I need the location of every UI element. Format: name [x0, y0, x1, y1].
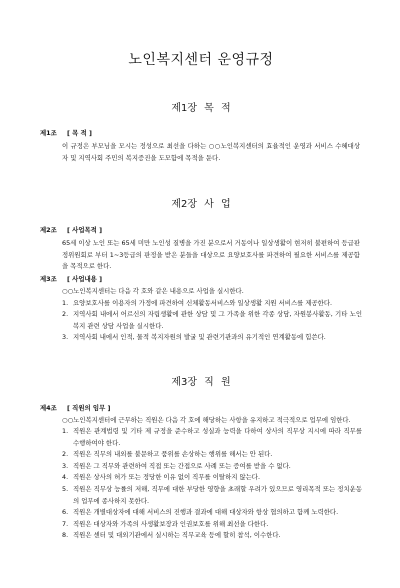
item-text: 직원은 직무의 내외를 불문하고 품위를 손상하는 행위를 해서는 안 된다. — [73, 450, 273, 459]
list-item — [62, 530, 362, 542]
article-3 — [40, 275, 362, 344]
item-number: 8. — [62, 531, 69, 540]
item-text: 직원은 그 직무와 관련하여 직접 또는 간접으로 사례 또는 증여를 받을 수 없다. — [73, 461, 291, 470]
list-item — [62, 426, 362, 449]
item-number: 3. — [62, 461, 69, 470]
article-2 — [40, 226, 362, 273]
item-text: 직원은 개별대상자에 대해 서비스의 진행과 결과에 대해 대상자와 항상 협의하고 함께 노력한다. — [73, 508, 339, 517]
list-item — [62, 309, 362, 332]
chapter-heading: 제2장 사 업 — [171, 199, 231, 211]
list-item — [62, 484, 362, 507]
list-item — [62, 472, 362, 484]
item-number: 1. — [62, 298, 69, 307]
article-title — [40, 226, 362, 235]
article-label: 제4조 — [40, 403, 57, 412]
chapter-heading: 제1장 목 적 — [171, 103, 231, 114]
article-item-list — [40, 298, 362, 344]
item-number: 7. — [62, 519, 69, 528]
item-text: 직원은 관계법령 및 기타 제 규정을 준수하고 성실과 능력을 다하여 상사의 직무상 지시에 따라 직무를 수행하여야 한다. — [73, 426, 362, 447]
item-text: 직원은 대상자와 가족의 사생활보장과 인권보호를 위해 최선을 다한다. — [73, 519, 269, 528]
article-name: [ 사업내용 ] — [67, 274, 102, 283]
item-text: 지역사회 내에서 어르신의 자립생활에 관한 상담 및 그 가족을 위한 각종 상담, 자원봉사활동, 기타 노인복지 관련 상담 사업을 실시한다. — [73, 310, 362, 330]
article-name: [ 직원의 임무 ] — [67, 403, 111, 412]
article-4 — [40, 404, 362, 542]
item-text: 직원은 상사의 허가 또는 정당한 이유 없이 직무를 이탈하지 않는다. — [73, 473, 260, 482]
item-text: 지역사회 내에서 인적, 물적 복지자원의 발굴 및 관련기관과의 유기적인 연계활동에 힘쓴다. — [73, 333, 326, 342]
article-paragraph: ○○노인복지센터는 다음 각 호와 같은 내용으로 사업을 실시한다. — [62, 286, 244, 295]
item-number: 1. — [62, 426, 69, 435]
article-1 — [40, 129, 362, 164]
article-title — [40, 275, 362, 284]
chapter-3 — [40, 376, 362, 542]
document-title: 노인복지센터 운영규정 — [128, 52, 274, 68]
item-text: 직원은 센터 및 대외기관에서 실시하는 직무교육 등에 할히 참석, 이수한다. — [73, 531, 281, 540]
list-item — [62, 298, 362, 310]
list-item — [62, 332, 362, 344]
item-text: 직원은 직무상 능률의 저해, 직무에 대한 부당한 영향을 초래할 우려가 있으므로 영리목적 또는 정치운동의 업무에 종사하지 못한다. — [73, 484, 362, 505]
item-text: 요양보호사를 이용자의 가정에 파견하여 신체활동서비스와 일상생활 지원 서비스를 제공한다. — [73, 298, 333, 307]
item-number: 2. — [62, 310, 69, 319]
chapter-heading: 제3장 직 원 — [171, 376, 231, 388]
chapter-1 — [40, 102, 362, 164]
item-number: 5. — [62, 484, 69, 493]
list-item — [62, 461, 362, 473]
item-number: 6. — [62, 508, 69, 517]
article-name: [ 사업목적 ] — [67, 226, 102, 235]
article-item-list — [40, 426, 362, 542]
article-label: 제2조 — [40, 226, 57, 235]
list-item — [62, 507, 362, 519]
article-title — [40, 404, 362, 413]
list-item — [62, 449, 362, 461]
article-name: [ 목 적 ] — [67, 129, 92, 137]
list-item — [62, 519, 362, 531]
item-number: 3. — [62, 333, 69, 342]
article-paragraph: 65세 이상 노인 또는 65세 미만 노인성 질병을 가진 분으로서 거동이나 일상생활이 현저히 불편하여 등급판정위원회로 부터 1~3등급의 판정을 받은 분들을 대상으로 요양보호사를 파견하여 필요한 서비스를 제공함을 목적으로 한다. — [62, 239, 360, 271]
item-number: 4. — [62, 473, 69, 482]
chapter-2 — [40, 198, 362, 344]
article-paragraph: 이 규정은 부모님을 모시는 정성으로 최선을 다하는 ○○노인복지센터의 효율적인 운영과 서비스 수혜대상자 및 지역사회 주민의 복지증진을 도모함에 목적을 둔다. — [62, 142, 360, 162]
article-title — [40, 129, 362, 138]
article-label: 제1조 — [40, 129, 57, 137]
article-label: 제3조 — [40, 274, 57, 283]
item-number: 2. — [62, 450, 69, 459]
article-paragraph: ○○노인복지센터에 근무하는 직원은 다음 각 호에 해당하는 사항을 유지하고 적극적으로 업무에 임한다. — [62, 415, 351, 424]
